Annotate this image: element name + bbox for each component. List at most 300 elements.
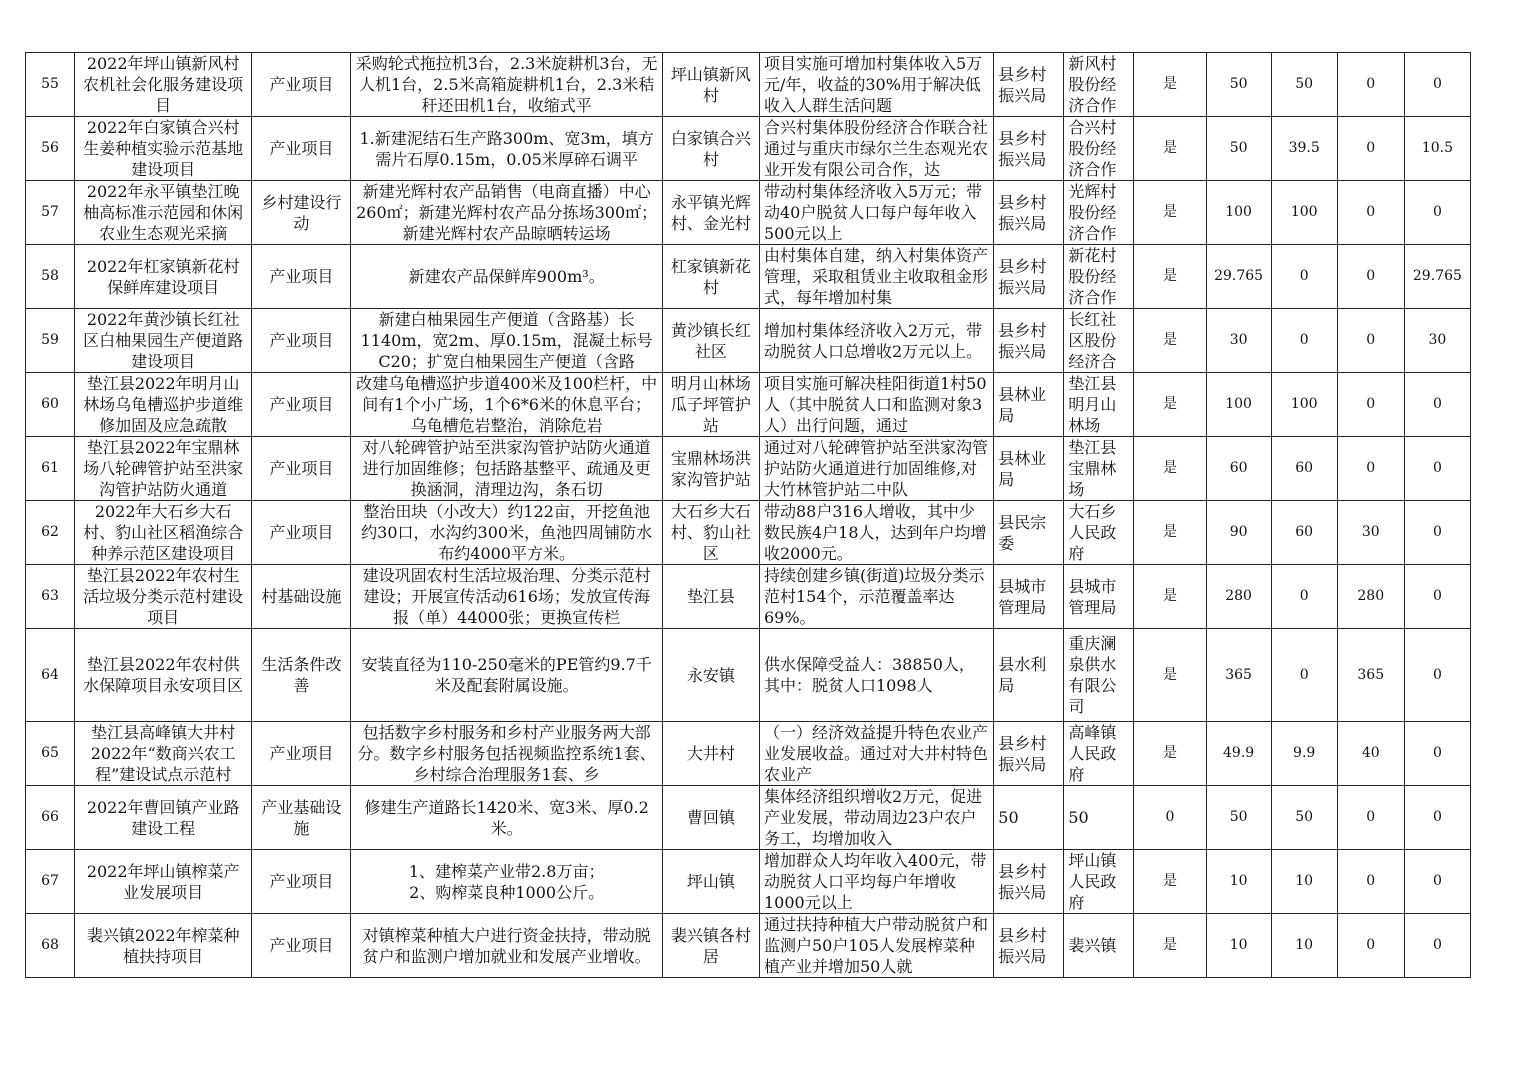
implementing-unit: 50: [1068, 808, 1089, 827]
row-number-cell: [26, 309, 75, 373]
implementing-unit-cell: [1064, 53, 1134, 117]
fund-source-2: 0: [1366, 268, 1376, 284]
fund-source-2-cell: [1337, 181, 1404, 245]
construction-content-cell: [351, 181, 662, 245]
benefit-description: 供水保障受益人：38850人，其中：脱贫人口1098人: [763, 655, 975, 695]
fund-source-1: 0: [1299, 268, 1309, 284]
flag-value-cell: [1134, 850, 1206, 914]
construction-content: 采购轮式拖拉机3台，2.3米旋耕机3台，无人机1台，2.5米高箱旋耕机1台，2.3米秸秆还田机1台，收缩式平: [355, 54, 658, 115]
implementing-unit: 大石乡人民政府: [1068, 502, 1117, 563]
location: 坪山镇新风村: [670, 64, 751, 105]
table-row: [26, 786, 1471, 850]
benefit-description-cell: [759, 53, 993, 117]
construction-content-cell: [351, 373, 662, 437]
project-type: 产业项目: [269, 523, 334, 542]
benefit-description-cell: [759, 373, 993, 437]
project-type: 产业项目: [269, 872, 334, 891]
fund-source-3-cell: [1404, 117, 1470, 181]
responsible-department-cell: [994, 181, 1064, 245]
location-cell: [662, 850, 759, 914]
benefit-description: 通过扶持种植大户带动脱贫户和监测户50户105人发展榨菜种植产业并增加50人就: [763, 915, 988, 976]
fund-source-1: 0: [1299, 666, 1309, 683]
benefit-description: 集体经济组织增收2万元，促进产业发展，带动周边23户农户务工，均增加收入: [763, 787, 983, 848]
fund-source-3: 0: [1432, 524, 1442, 540]
benefit-description-cell: [759, 181, 993, 245]
project-table: [25, 52, 1471, 978]
location: 杠家镇新花村: [670, 256, 751, 297]
fund-source-2: 0: [1366, 140, 1376, 156]
location: 黄沙镇长红社区: [670, 320, 751, 361]
project-type: 产业基础设施: [261, 797, 342, 838]
total-funds: 100: [1225, 396, 1252, 412]
row-number-cell: [26, 722, 75, 786]
row-number: 67: [41, 873, 59, 889]
responsible-department: 县乡村振兴局: [998, 64, 1047, 105]
implementing-unit: 新花村股份经济合作: [1068, 246, 1117, 307]
implementing-unit: 重庆澜泉供水有限公司: [1068, 634, 1117, 716]
fund-source-1-cell: [1271, 629, 1337, 722]
construction-content-cell: [351, 309, 662, 373]
construction-content-cell: [351, 914, 662, 978]
project-type: 产业项目: [269, 139, 334, 158]
total-funds-cell: [1206, 181, 1271, 245]
fund-source-1: 100: [1290, 396, 1318, 412]
construction-content: 安装直径为110-250毫米的PE管约9.7千米及配套附属设施。: [361, 655, 652, 695]
location: 永平镇光辉村、金光村: [670, 192, 751, 233]
project-type: 产业项目: [269, 331, 334, 350]
project-name: 2022年曹回镇产业路建设工程: [86, 797, 240, 838]
table-row: [26, 437, 1471, 501]
project-type-cell: [252, 117, 351, 181]
construction-content: 1、建榨菜产业带2.8万亩； 2、购榨菜良种1000公斤。: [408, 861, 605, 902]
fund-source-3: 0: [1432, 666, 1442, 683]
row-number: 58: [41, 268, 59, 284]
row-number-cell: [26, 501, 75, 565]
project-type-cell: [252, 181, 351, 245]
benefit-description-cell: [759, 786, 993, 850]
fund-source-3-cell: [1404, 722, 1470, 786]
fund-source-1-cell: [1271, 722, 1337, 786]
row-number-cell: [26, 53, 75, 117]
benefit-description-cell: [759, 565, 993, 629]
responsible-department-cell: [994, 437, 1064, 501]
total-funds-cell: [1206, 722, 1271, 786]
benefit-description-cell: [759, 722, 993, 786]
construction-content: 对八轮碑管护站至洪家沟管护站防火通道进行加固维修；包括路基整平、疏通及更换涵洞，清理边沟，条石切: [362, 438, 651, 499]
responsible-department-cell: [994, 914, 1064, 978]
project-type: 村基础设施: [261, 587, 342, 606]
benefit-description: 带动村集体经济收入5万元；带动40户脱贫人口每户每年收入500元以上: [763, 182, 983, 243]
implementing-unit-cell: [1064, 181, 1134, 245]
benefit-description: 由村集体自建，纳入村集体资产管理，采取租赁业主收取租金形式，每年增加村集: [763, 246, 988, 307]
responsible-department-cell: [994, 786, 1064, 850]
project-type-cell: [252, 914, 351, 978]
responsible-department: 50: [998, 808, 1019, 827]
fund-source-1-cell: [1271, 786, 1337, 850]
fund-source-3-cell: [1404, 850, 1470, 914]
construction-content-cell: [351, 501, 662, 565]
flag-value: 是: [1163, 937, 1178, 953]
implementing-unit-cell: [1064, 373, 1134, 437]
flag-value: 是: [1163, 666, 1178, 683]
location: 曹回镇: [686, 808, 735, 827]
project-name-cell: [75, 437, 252, 501]
implementing-unit-cell: [1064, 914, 1134, 978]
flag-value: 是: [1163, 204, 1178, 220]
flag-value: 是: [1163, 332, 1178, 348]
project-name: 垫江县2022年明月山林场乌龟槽巡护步道维修加固及应急疏散: [83, 374, 244, 435]
flag-value-cell: [1134, 181, 1206, 245]
project-name-cell: [75, 850, 252, 914]
fund-source-1-cell: [1271, 117, 1337, 181]
responsible-department: 县民宗委: [998, 512, 1047, 553]
fund-source-1-cell: [1271, 501, 1337, 565]
project-type: 产业项目: [269, 267, 334, 286]
construction-content-cell: [351, 53, 662, 117]
row-number-cell: [26, 850, 75, 914]
responsible-department: 县林业局: [998, 448, 1047, 489]
responsible-department-cell: [994, 373, 1064, 437]
table-row: [26, 722, 1471, 786]
project-name-cell: [75, 501, 252, 565]
flag-value-cell: [1134, 722, 1206, 786]
flag-value-cell: [1134, 629, 1206, 722]
row-number: 57: [41, 204, 59, 220]
fund-source-3: 0: [1432, 937, 1442, 953]
row-number-cell: [26, 373, 75, 437]
flag-value-cell: [1134, 117, 1206, 181]
benefit-description-cell: [759, 914, 993, 978]
project-type-cell: [252, 501, 351, 565]
row-number: 59: [41, 332, 59, 348]
fund-source-2: 0: [1366, 76, 1376, 92]
benefit-description: 合兴村集体股份经济合作联合社通过与重庆市绿尔兰生态观光农业开发有限公司合作，达: [763, 118, 988, 179]
implementing-unit: 高峰镇人民政府: [1068, 723, 1117, 784]
responsible-department-cell: [994, 722, 1064, 786]
location: 垫江县: [686, 587, 735, 606]
implementing-unit: 裴兴镇: [1068, 936, 1117, 955]
fund-source-2: 0: [1366, 460, 1376, 476]
flag-value-cell: [1134, 914, 1206, 978]
project-name: 垫江县高峰镇大井村2022年“数商兴农工程”建设试点示范村: [90, 723, 236, 784]
location-cell: [662, 629, 759, 722]
fund-source-1-cell: [1271, 373, 1337, 437]
benefit-description: 项目实施可解决桂阳街道1村50人（其中脱贫人口和监测对象3人）出行问题，通过: [763, 374, 987, 435]
row-number-cell: [26, 245, 75, 309]
responsible-department-cell: [994, 309, 1064, 373]
project-type: 产业项目: [269, 744, 334, 763]
benefit-description: 持续创建乡镇(街道)垃圾分类示范村154个，示范覆盖率达69%。: [763, 566, 985, 627]
row-number: 68: [41, 937, 59, 953]
fund-source-1-cell: [1271, 53, 1337, 117]
construction-content: 建设巩固农村生活垃圾治理、分类示范村建设；开展宣传活动616场；发放宣传海报（单）44000张；更换宣传栏: [362, 566, 651, 627]
responsible-department: 县乡村振兴局: [998, 256, 1047, 297]
location: 宝鼎林场洪家沟管护站: [670, 448, 751, 489]
fund-source-2-cell: [1337, 722, 1404, 786]
responsible-department: 县乡村振兴局: [998, 320, 1047, 361]
project-name: 裴兴镇2022年榨菜种植扶持项目: [86, 925, 240, 966]
flag-value-cell: [1134, 501, 1206, 565]
fund-source-3-cell: [1404, 629, 1470, 722]
total-funds: 50: [1229, 76, 1248, 92]
total-funds: 100: [1225, 204, 1252, 220]
location: 明月山林场瓜子坪管护站: [670, 374, 751, 435]
benefit-description: 增加群众人均年收入400元，带动脱贫人口平均每户年增收1000元以上: [763, 851, 987, 912]
project-type-cell: [252, 786, 351, 850]
fund-source-1-cell: [1271, 245, 1337, 309]
responsible-department: 县乡村振兴局: [998, 861, 1047, 902]
implementing-unit: 坪山镇人民政府: [1068, 851, 1117, 912]
fund-source-1: 50: [1295, 76, 1314, 92]
implementing-unit-cell: [1064, 245, 1134, 309]
benefit-description-cell: [759, 117, 993, 181]
total-funds-cell: [1206, 437, 1271, 501]
fund-source-2-cell: [1337, 245, 1404, 309]
row-number-cell: [26, 437, 75, 501]
benefit-description: 项目实施可增加村集体收入5万元/年，收益的30%用于解决低收入人群生活问题: [763, 54, 983, 115]
fund-source-1: 10: [1295, 873, 1314, 889]
benefit-description: 通过对八轮碑管护站至洪家沟管护站防火通道进行加固维修,对大竹林管护站二中队: [763, 438, 988, 499]
fund-source-2: 0: [1366, 204, 1376, 220]
total-funds-cell: [1206, 373, 1271, 437]
fund-source-2: 0: [1366, 332, 1376, 348]
fund-source-3-cell: [1404, 53, 1470, 117]
row-number: 60: [41, 396, 59, 412]
fund-source-3: 0: [1432, 396, 1442, 412]
implementing-unit-cell: [1064, 501, 1134, 565]
location-cell: [662, 117, 759, 181]
table-row: [26, 373, 1471, 437]
row-number: 55: [41, 76, 59, 92]
construction-content-cell: [351, 565, 662, 629]
project-name: 垫江县2022年农村供水保障项目永安项目区: [83, 655, 244, 695]
total-funds: 365: [1225, 666, 1252, 683]
construction-content-cell: [351, 786, 662, 850]
table-row: [26, 629, 1471, 722]
flag-value: 是: [1163, 588, 1178, 604]
fund-source-3-cell: [1404, 373, 1470, 437]
fund-source-1-cell: [1271, 565, 1337, 629]
total-funds: 60: [1229, 460, 1248, 476]
project-name-cell: [75, 373, 252, 437]
implementing-unit-cell: [1064, 786, 1134, 850]
fund-source-3: 0: [1432, 873, 1442, 889]
construction-content: 包括数字乡村服务和乡村产业服务两大部分。数字乡村服务包括视频监控系统1套、乡村综合治理服务1套、乡: [357, 723, 656, 784]
implementing-unit-cell: [1064, 565, 1134, 629]
location: 永安镇: [686, 665, 735, 685]
project-name-cell: [75, 629, 252, 722]
implementing-unit-cell: [1064, 309, 1134, 373]
responsible-department-cell: [994, 501, 1064, 565]
project-name: 2022年永平镇垫江晚柚高标准示范园和休闲农业生态观光采摘: [83, 182, 244, 243]
responsible-department: 县乡村振兴局: [998, 128, 1047, 169]
location-cell: [662, 53, 759, 117]
construction-content-cell: [351, 629, 662, 722]
project-name-cell: [75, 53, 252, 117]
flag-value: 是: [1163, 524, 1178, 540]
total-funds: 90: [1229, 524, 1248, 540]
flag-value: 是: [1163, 268, 1178, 284]
location-cell: [662, 245, 759, 309]
total-funds-cell: [1206, 786, 1271, 850]
total-funds-cell: [1206, 309, 1271, 373]
project-name: 2022年大石乡大石村、豹山社区稻渔综合种养示范区建设项目: [83, 502, 244, 563]
project-name: 垫江县2022年农村生活垃圾分类示范村建设项目: [83, 566, 244, 627]
location: 裴兴镇各村居: [670, 925, 751, 966]
flag-value: 0: [1165, 809, 1175, 825]
project-type-cell: [252, 565, 351, 629]
fund-source-3-cell: [1404, 914, 1470, 978]
project-type: 产业项目: [269, 395, 334, 414]
implementing-unit-cell: [1064, 629, 1134, 722]
responsible-department: 县城市管理局: [998, 576, 1047, 617]
implementing-unit: 垫江县明月山林场: [1068, 374, 1117, 435]
fund-source-2: 0: [1366, 809, 1376, 825]
implementing-unit-cell: [1064, 437, 1134, 501]
fund-source-2: 0: [1366, 937, 1376, 953]
construction-content: 修建生产道路长1420米、宽3米、厚0.2米。: [364, 797, 649, 838]
construction-content-cell: [351, 117, 662, 181]
project-name: 2022年坪山镇新风村农机社会化服务建设项目: [83, 54, 244, 115]
benefit-description-cell: [759, 437, 993, 501]
fund-source-1: 10: [1295, 937, 1314, 953]
responsible-department-cell: [994, 245, 1064, 309]
project-type: 产业项目: [269, 75, 334, 94]
construction-content-cell: [351, 245, 662, 309]
fund-source-3-cell: [1404, 309, 1470, 373]
total-funds: 10: [1229, 937, 1248, 953]
flag-value-cell: [1134, 786, 1206, 850]
fund-source-1-cell: [1271, 437, 1337, 501]
flag-value-cell: [1134, 309, 1206, 373]
responsible-department-cell: [994, 629, 1064, 722]
fund-source-2-cell: [1337, 914, 1404, 978]
implementing-unit: 合兴村股份经济合作: [1068, 118, 1117, 179]
project-type: 乡村建设行动: [261, 192, 342, 233]
fund-source-2-cell: [1337, 117, 1404, 181]
fund-source-1: 0: [1299, 332, 1309, 348]
location-cell: [662, 437, 759, 501]
fund-source-2-cell: [1337, 437, 1404, 501]
project-type: 生活条件改善: [261, 655, 342, 695]
total-funds-cell: [1206, 501, 1271, 565]
fund-source-1: 9.9: [1293, 745, 1316, 761]
table-row: [26, 117, 1471, 181]
benefit-description: （一）经济效益提升特色农业产业发展收益。通过对大井村特色农业产: [763, 723, 988, 784]
fund-source-2-cell: [1337, 373, 1404, 437]
row-number-cell: [26, 565, 75, 629]
project-name-cell: [75, 181, 252, 245]
project-name-cell: [75, 786, 252, 850]
responsible-department: 县乡村振兴局: [998, 925, 1047, 966]
fund-source-1-cell: [1271, 850, 1337, 914]
construction-content-cell: [351, 850, 662, 914]
fund-source-2-cell: [1337, 53, 1404, 117]
fund-source-3: 30: [1428, 332, 1447, 348]
fund-source-3-cell: [1404, 437, 1470, 501]
total-funds-cell: [1206, 914, 1271, 978]
total-funds-cell: [1206, 53, 1271, 117]
row-number: 63: [41, 588, 59, 604]
table-row: [26, 850, 1471, 914]
total-funds: 50: [1229, 140, 1248, 156]
fund-source-3: 0: [1432, 809, 1442, 825]
project-type: 产业项目: [269, 459, 334, 478]
construction-content: 改建乌龟槽巡护步道400米及100栏杆，中间有1个小广场，1个6*6米的休息平台；乌龟槽危岩整治，消除危岩: [356, 374, 658, 435]
fund-source-2-cell: [1337, 501, 1404, 565]
project-type-cell: [252, 437, 351, 501]
construction-content: 新建光辉村农产品销售（电商直播）中心260㎡；新建光辉村农产品分拣场300㎡；新建光辉村农产品晾晒转运场: [356, 182, 658, 243]
total-funds: 29.765: [1214, 268, 1264, 284]
fund-source-1: 60: [1295, 460, 1314, 476]
total-funds-cell: [1206, 850, 1271, 914]
fund-source-3: 29.765: [1412, 268, 1462, 284]
fund-source-3-cell: [1404, 565, 1470, 629]
flag-value: 是: [1163, 140, 1178, 156]
flag-value-cell: [1134, 53, 1206, 117]
fund-source-3: 0: [1432, 204, 1442, 220]
location-cell: [662, 373, 759, 437]
total-funds: 280: [1225, 588, 1252, 604]
flag-value: 是: [1163, 396, 1178, 412]
construction-content: 对镇榨菜种植大户进行资金扶持，带动脱贫户和监测户增加就业和发展产业增收。: [362, 925, 651, 966]
project-name: 垫江县2022年宝鼎林场八轮碑管护站至洪家沟管护站防火通道: [83, 438, 244, 499]
responsible-department: 县乡村振兴局: [998, 733, 1047, 774]
benefit-description: 带动88户316人增收，其中少数民族4户18人，达到年户均增收2000元。: [763, 502, 987, 563]
row-number: 56: [41, 140, 59, 156]
row-number-cell: [26, 117, 75, 181]
fund-source-2-cell: [1337, 786, 1404, 850]
responsible-department-cell: [994, 117, 1064, 181]
fund-source-2-cell: [1337, 309, 1404, 373]
fund-source-2: 365: [1357, 666, 1385, 683]
location: 大石乡大石村、豹山社区: [670, 502, 751, 563]
table-row: [26, 181, 1471, 245]
fund-source-3: 0: [1432, 745, 1442, 761]
location-cell: [662, 565, 759, 629]
construction-content: 新建农产品保鲜库900m³。: [408, 267, 605, 286]
row-number: 65: [41, 745, 59, 761]
fund-source-3: 10.5: [1421, 140, 1453, 156]
location: 坪山镇: [686, 872, 735, 891]
construction-content-cell: [351, 437, 662, 501]
flag-value-cell: [1134, 565, 1206, 629]
implementing-unit-cell: [1064, 722, 1134, 786]
row-number: 61: [41, 460, 59, 476]
construction-content-cell: [351, 722, 662, 786]
responsible-department-cell: [994, 53, 1064, 117]
row-number-cell: [26, 914, 75, 978]
table-row: [26, 914, 1471, 978]
implementing-unit: 新风村股份经济合作: [1068, 54, 1117, 115]
project-type-cell: [252, 53, 351, 117]
project-name-cell: [75, 309, 252, 373]
location-cell: [662, 181, 759, 245]
fund-source-1: 60: [1295, 524, 1314, 540]
project-type-cell: [252, 850, 351, 914]
implementing-unit: 县城市管理局: [1068, 576, 1117, 617]
implementing-unit: 光辉村股份经济合作: [1068, 182, 1117, 243]
fund-source-1-cell: [1271, 181, 1337, 245]
fund-source-3-cell: [1404, 501, 1470, 565]
table-row: [26, 565, 1471, 629]
table-row: [26, 309, 1471, 373]
row-number-cell: [26, 629, 75, 722]
project-name: 2022年黄沙镇长红社区白柚果园生产便道路建设项目: [83, 310, 244, 371]
location-cell: [662, 914, 759, 978]
total-funds-cell: [1206, 117, 1271, 181]
fund-source-1: 39.5: [1288, 140, 1320, 156]
